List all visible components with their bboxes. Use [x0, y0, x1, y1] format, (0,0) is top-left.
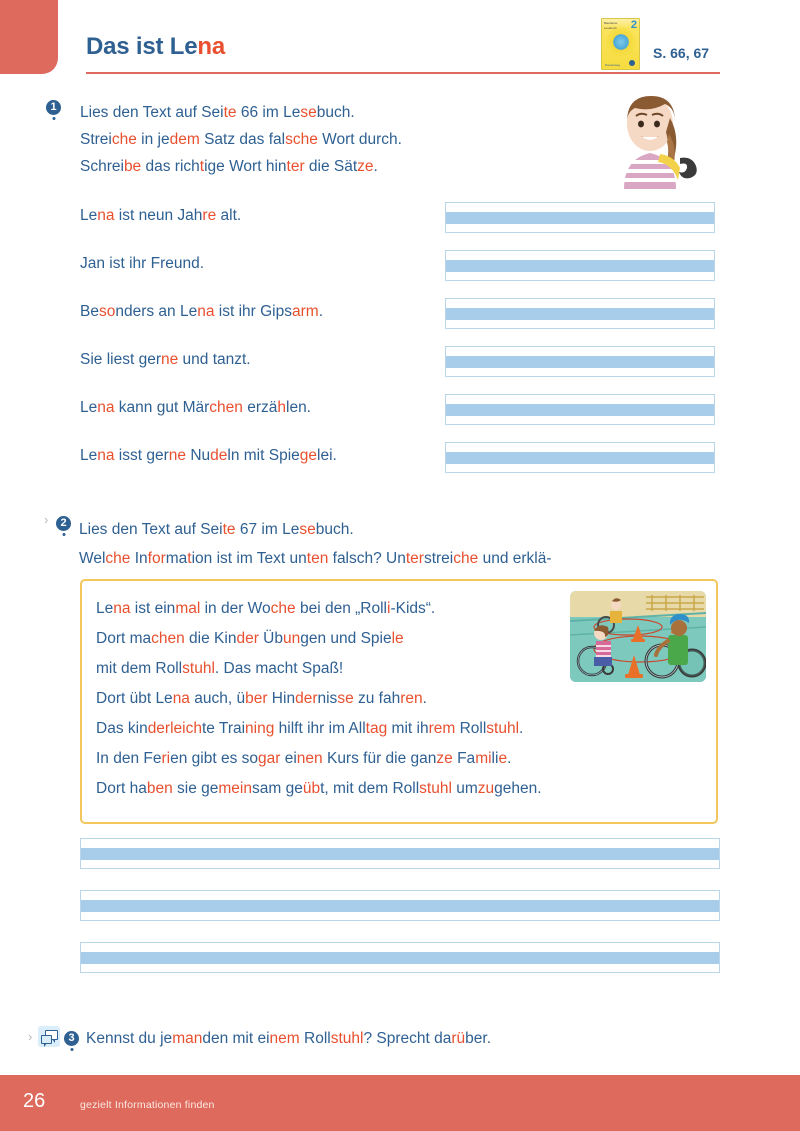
page-title-red-part: na: [197, 33, 225, 60]
sentence-row: [80, 301, 720, 349]
task-2-instructions: [79, 515, 552, 573]
wheelchair-kids-photo: [570, 591, 706, 682]
book-cover-logo-dot-icon: [629, 60, 635, 66]
task-2-instruction-line: Lies den Text auf Seite 67 im Lesebuch.: [79, 521, 354, 538]
speech-bubbles-icon: [38, 1026, 60, 1047]
footer-page-number: 26: [23, 1090, 46, 1112]
sentence-row: [80, 397, 720, 445]
task-3-text: Kennst du jemanden mit einem Rollstuhl? Sprecht darüber.: [86, 1030, 492, 1047]
sentence-row: [80, 253, 720, 301]
task-2-instruction-line: Welche Information ist im Text unten falsch? Unterstreiche und erklä-: [79, 550, 552, 567]
sentence-row: [80, 349, 720, 397]
task-1-instructions: [80, 99, 402, 180]
answer-writing-line[interactable]: [445, 298, 715, 329]
sentence-text: Besonders an Lena ist ihr Gipsarm.: [80, 303, 323, 320]
reading-text-content: [96, 594, 542, 804]
title-underline-rule: [86, 72, 720, 74]
page-title-blue-part: Das ist Le: [86, 33, 198, 60]
writing-line-band: [446, 452, 714, 464]
task-3-arrow-marker: ›: [28, 1029, 33, 1044]
task-2-arrow-marker: ›: [44, 512, 49, 527]
reading-text-line: In den Ferien gibt es sogar einen Kurs für die ganze Familie.: [96, 750, 512, 767]
speech-bubble-front-icon: [41, 1035, 52, 1044]
writing-line-band: [446, 308, 714, 320]
answer-writing-line[interactable]: [445, 250, 715, 281]
task-1-sentence-block: [80, 205, 720, 493]
answer-writing-line[interactable]: [445, 394, 715, 425]
girl-illustration-svg: [600, 88, 704, 189]
task-1-instruction-line: Schreibe das richtige Wort hinter die Sätze.: [80, 158, 378, 175]
answer-writing-line[interactable]: [80, 890, 720, 921]
header-corner-tab: [0, 0, 58, 74]
writing-line-band: [446, 260, 714, 272]
girl-illustration: [600, 88, 704, 189]
sentence-row: [80, 445, 720, 493]
book-cover-publisher: Diesterweg: [605, 63, 621, 67]
answer-writing-line[interactable]: [445, 346, 715, 377]
sentence-text: Sie liest gerne und tanzt.: [80, 351, 251, 368]
task-3-number: [64, 1029, 79, 1047]
book-cover-sun-globe-icon: [608, 30, 633, 55]
sentence-row: [80, 205, 720, 253]
footer-caption: gezielt Informationen finden: [80, 1099, 215, 1111]
answer-writing-line[interactable]: [445, 202, 715, 233]
answer-writing-line[interactable]: [445, 442, 715, 473]
reading-text-line: Dort machen die Kinder Übungen und Spiele: [96, 630, 404, 647]
reading-text-line: Das kinderleichte Training hilft ihr im Alltag mit ihrem Rollstuhl.: [96, 720, 524, 737]
reading-text-line: mit dem Rollstuhl. Das macht Spaß!: [96, 660, 344, 677]
reading-text-box: [80, 579, 718, 824]
wheelchair-kids-photo-svg: [570, 591, 706, 682]
writing-line-band: [446, 212, 714, 224]
book-cover-number: 2: [630, 19, 637, 31]
reading-text-line: Dort haben sie gemeinsam geübt, mit dem Rollstuhl umzugehen.: [96, 780, 542, 797]
writing-line-band: [446, 404, 714, 416]
reading-text-line: Lena ist einmal in der Woche bei den „Rolli-Kids“.: [96, 600, 436, 617]
writing-line-band: [81, 848, 719, 860]
page-reference: S. 66, 67: [653, 45, 710, 61]
task-1-number: [46, 98, 61, 116]
writing-line-band: [446, 356, 714, 368]
sentence-text: Lena isst gerne Nudeln mit Spiegelei.: [80, 447, 337, 464]
writing-line-band: [81, 952, 719, 964]
answer-writing-line[interactable]: [80, 838, 720, 869]
task-1-instruction-line: Streiche in jedem Satz das falsche Wort durch.: [80, 131, 402, 148]
reading-text-line: Dort übt Lena auch, über Hindernisse zu fahren.: [96, 690, 427, 707]
sentence-text: Jan ist ihr Freund.: [80, 255, 205, 272]
sentence-text: Lena ist neun Jahre alt.: [80, 207, 242, 224]
task-3-badge: 3: [64, 1031, 79, 1046]
task-1-badge: 1: [46, 100, 61, 115]
book-cover-top-label: Bausteine Lesebuch: [604, 21, 618, 30]
page-title: [86, 33, 225, 61]
sentence-text: Lena kann gut Märchen erzählen.: [80, 399, 311, 416]
task-1-instruction-line: Lies den Text auf Seite 66 im Lesebuch.: [80, 104, 355, 121]
lesebuch-cover-icon: [601, 18, 640, 70]
task-2-number: [56, 514, 71, 532]
writing-line-band: [81, 900, 719, 912]
answer-writing-line[interactable]: [80, 942, 720, 973]
page-footer: [0, 1075, 800, 1131]
task-2-badge: 2: [56, 516, 71, 531]
